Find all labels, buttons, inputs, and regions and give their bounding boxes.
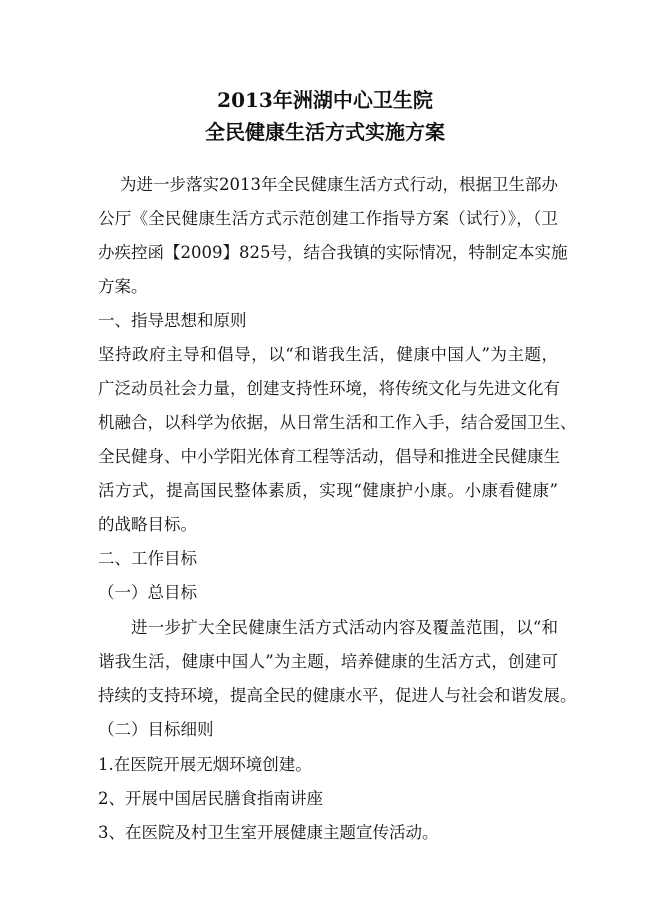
body-line: 进一步扩大全民健康生活方式活动内容及覆盖范围，以“和 [131, 618, 558, 637]
section-heading: 一、指导思想和原则 [98, 311, 247, 330]
body-line: 谐我生活，健康中国人”为主题，培养健康的生活方式，创建可 [98, 652, 558, 671]
body-line: 广泛动员社会力量，创建支持性环境，将传统文化与先进文化有 [98, 379, 560, 398]
section-heading: 二、工作目标 [98, 549, 197, 568]
body-line: 持续的支持环境，提高全民的健康水平，促进人与社会和谐发展。 [98, 686, 577, 705]
body-line: 坚持政府主导和倡导，以“和谐我生活，健康中国人”为主题， [98, 345, 558, 364]
body-line: 机融合，以科学为依据，从日常生活和工作入手，结合爱国卫生、 [98, 413, 577, 432]
subsection-heading: （二）目标细则 [98, 720, 214, 739]
subsection-heading: （一）总目标 [98, 583, 197, 602]
list-item: 1.在医院开展无烟环境创建。 [98, 755, 312, 774]
intro-line: 方案。 [98, 277, 148, 296]
body-line: 的战略目标。 [98, 515, 197, 534]
document-title-line1: 2013年洲湖中心卫生院 [217, 88, 433, 112]
document-title-line2: 全民健康生活方式实施方案 [205, 120, 445, 144]
list-item: 3、在医院及村卫生室开展健康主题宣传活动。 [98, 823, 439, 842]
body-line: 活方式，提高国民整体素质，实现“健康护小康。小康看健康” [98, 481, 558, 500]
intro-line: 公厅《全民健康生活方式示范创建工作指导方案（试行）》，（卫 [98, 209, 558, 228]
intro-line: 为进一步落实2013年全民健康生活方式行动，根据卫生部办 [120, 175, 558, 194]
body-line: 全民健身、中小学阳光体育工程等活动，倡导和推进全民健康生 [98, 447, 560, 466]
intro-line: 办疾控函【2009】825号，结合我镇的实际情况，特制定本实施 [98, 243, 568, 262]
list-item: 2、开展中国居民膳食指南讲座 [98, 789, 323, 808]
